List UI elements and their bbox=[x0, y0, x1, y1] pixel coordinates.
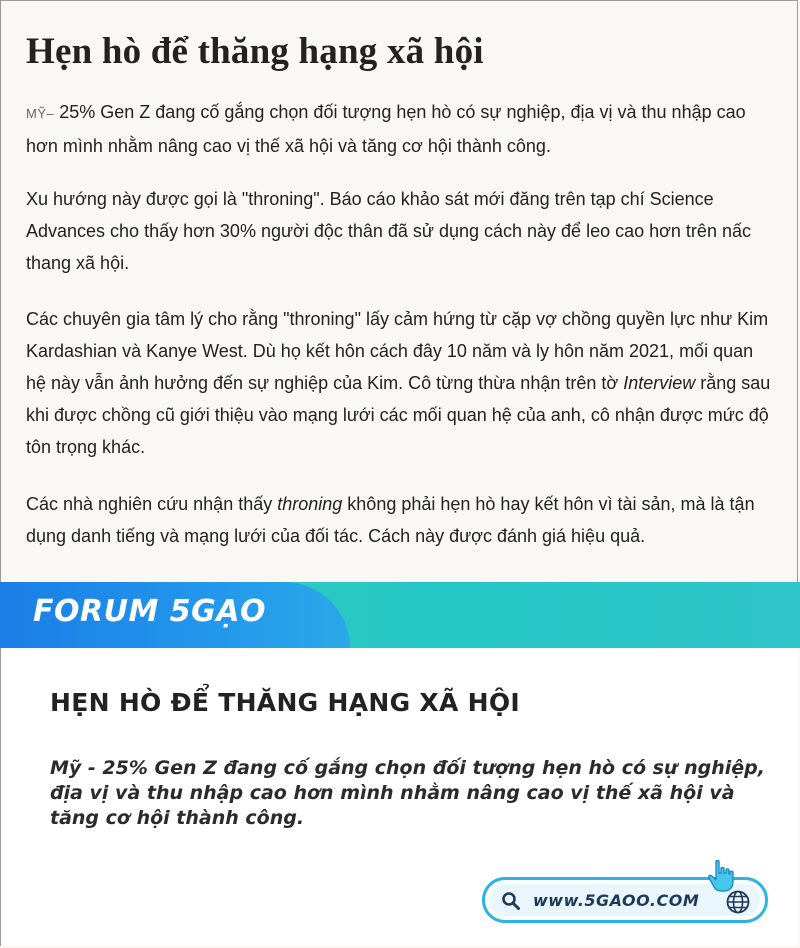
article-headline: Hẹn hò để thăng hạng xã hội bbox=[26, 31, 484, 72]
article-paragraph-1 bbox=[26, 96, 778, 162]
article bbox=[26, 0, 778, 546]
paragraph-4-part-b: không phải hẹn hò hay kết hôn vì tài sản, mà là tận dụng danh tiếng và mạng lưới của đối tác. Cách này được đánh giá hiệu quả. bbox=[26, 494, 755, 546]
paragraph-3-part-b: rằng sau khi được chồng cũ giới thiệu vào mạng lưới các mối quan hệ của anh, cô nhận được mức độ tôn trọng khác. bbox=[26, 373, 771, 457]
interview-emphasis: Interview bbox=[623, 373, 696, 393]
url-text[interactable]: www.5GAOO.COM bbox=[533, 891, 700, 910]
article-paragraph-4 bbox=[26, 488, 778, 552]
cursor-icon bbox=[706, 858, 736, 894]
article-paragraph-3 bbox=[26, 303, 778, 463]
search-icon bbox=[501, 891, 521, 911]
card-subtitle: Mỹ - 25% Gen Z đang cố gắng chọn đối tượng hẹn hò có sự nghiệp, địa vị và thu nhập cao hơn mình nhằm nâng cao vị thế xã hội và tăng cơ hội thành công. bbox=[50, 757, 765, 829]
article-paragraph-2: Xu hướng này được gọi là "throning". Báo cáo khảo sát mới đăng trên tạp chí Science Advances cho thấy hơn 30% người độc thân đã sử dụng cách này để leo cao hơn trên nấc thang xã hội. bbox=[26, 189, 751, 273]
throning-emphasis: throning bbox=[277, 494, 343, 514]
paragraph-4-part-a: Các nhà nghiên cứu nhận thấy bbox=[26, 494, 278, 514]
banner-blue-tab bbox=[0, 582, 350, 648]
location-tag: MỸ– bbox=[26, 106, 55, 121]
paragraph-3-part-a: Các chuyên gia tâm lý cho rằng "throning" lấy cảm hứng từ cặp vợ chồng quyền lực như Kim Kardashian và Kanye West. Dù họ kết hôn cách đây 10 năm và ly hôn năm 2021, mối quan hệ này vẫn ảnh hưởng đến sự nghiệp của Kim. Cô từng thừa nhận trên tờ bbox=[26, 309, 769, 393]
forum-title: FORUM 5GẠO bbox=[33, 594, 266, 629]
card-title: HẸN HÒ ĐỂ THĂNG HẠNG XÃ HỘI bbox=[50, 688, 521, 717]
forum-banner bbox=[0, 582, 800, 648]
paragraph-1-text: 25% Gen Z đang cố gắng chọn đối tượng hẹn hò có sự nghiệp, địa vị và thu nhập cao hơn mình nhằm nâng cao vị thế xã hội và tăng cơ hội thành công. bbox=[26, 102, 746, 156]
summary-card bbox=[1, 648, 798, 946]
